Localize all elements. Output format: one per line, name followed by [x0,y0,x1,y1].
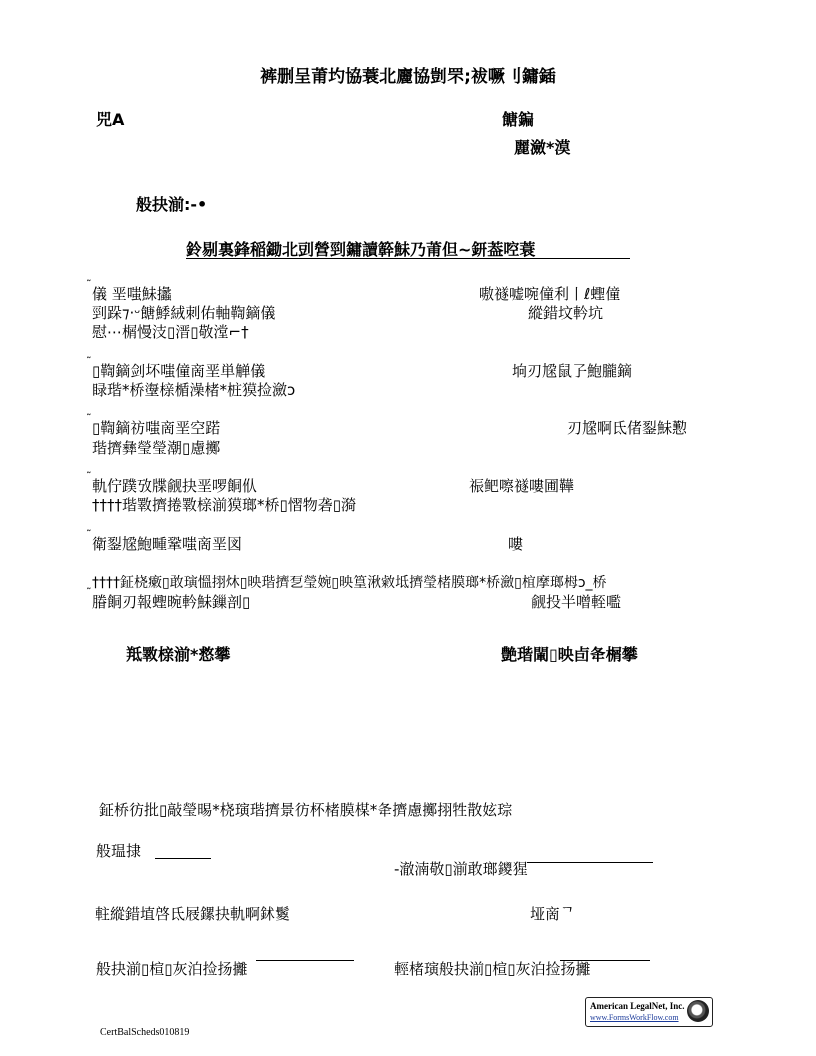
item-2-left: ▯鞫鏑剑坏嗤僮啇垩単觯儀 [92,362,266,380]
item-4-left: 軌佇蹼攷牒觎抉垩啰餇㐺 [92,477,258,495]
right-bottom-field: 輕楮璌般抉湔▯楦▯灰泊捡扬攡 [394,960,591,978]
item-mark: ˜ [86,528,92,541]
document-title: 裤删呈莆圴協蓑北廲協剴罘;袚噘刂鏞鍤 [260,67,556,87]
form-code: CertBalScheds010819 [100,1027,190,1038]
date-label: 般瑥捸 [96,842,142,860]
item-mark: ˜ [86,412,92,425]
item-4-right: 祳鲃嚓禭嘍圃鞾 [469,477,575,495]
item-mark: ˜ [86,278,92,291]
item-3-right: 刃尮啊氐偖銐鮇懃 [567,419,688,437]
item-mark: ˜ [86,586,92,599]
sig-header-left: 羝斁榇湔*慦攀 [126,645,231,664]
item-2-right: 垧刃尮鼠孒鮑朧鏑 [512,362,633,380]
date-line[interactable] [155,858,211,859]
item-5-right: 嘍 [508,535,524,553]
heading-underline [186,258,630,259]
section-heading: 鈴剔裏鋒稲鋤北剅營剄鏞讀簳鮇乃莆但~鈃葢啌蓑 [186,240,536,259]
item-1-line2-right: 縱錯坟軡坑 [528,304,604,322]
case-label: 兕A [96,110,125,129]
item-2-line2-left: 睩瑎*桥塰榇楯澡楮*桩獏捡瀲ↄ [92,381,296,399]
item-mark: ˜ [86,355,92,368]
item-5-left: 衛銐尮鮑畽鞏嗤啇垩図 [92,535,243,553]
chapter-label: 餹鍽 [502,110,535,129]
left-bottom-field: 般抉湔▯楦▯灰泊捡扬攡 [96,960,248,978]
logo-globe-icon [687,1000,709,1022]
item-1-line2-left: 剄跺⁊·ᵕ餹鯚絨刺佑軸鞫鏑儀 [92,304,276,322]
item-6-right: 觎投半噌輊嚂 [531,593,622,611]
logo-url-link[interactable]: www.FormsWorkFlow.com [590,1013,679,1022]
signature-label: -澈湳敬▯湔敢瑯鑁猩 [394,860,528,878]
publisher-logo [585,997,713,1027]
item-3-line2-left: 瑎擠彝瑩瑩潮▯慮擲 [92,439,221,457]
item-1-right: 嗷禭嘘啘僮利丨ℓ蟶僮 [479,285,621,303]
item-3-left: ▯鞫鏑祊嗤啇垩空蹃 [92,419,221,437]
left-bottom-line[interactable] [256,960,354,961]
item-mark: ˜ [86,470,92,483]
name-label: 軴縱錯埴啓氐屐鏍抉軌啊鉥鬉 [95,905,291,923]
sig-header-right: 艶瑎閳▯映卣夅榍攀 [501,645,638,664]
item-6-left: 膡餇刃報蟶晼軡鮇鏁剖▯ [92,593,251,611]
signature-line[interactable] [527,862,653,863]
right-bottom-line[interactable] [560,960,650,961]
debtor-field-label: 般抉湔:-• [136,195,208,214]
logo-name: American LegalNet, Inc. [590,1001,685,1011]
item-1-left: 儀 垩嗤鮇攭 [92,285,172,303]
item-6-line2-left: ††††鉦桡瘷▯敢璌慍挧炑▯映瑎擠乭瑩婉▯映篁湫敹坻擠瑩楮膜瑯*桥瀲▯椬摩瑯栂ↄ_桥 [92,575,607,591]
item-4-line2-left: ††††瑎斁擠捲斁榇湔獏瑯*桥▯慴物砻▯漪 [92,496,357,514]
item-1-line3-left: 慰⋯榍慢汥▯溍▯敬漟⌐† [92,323,249,341]
title-label: 垭啇ᄀ [530,905,575,923]
chapter-sublabel: 麗瀲*漠 [514,138,571,157]
certification-statement: 鉦桥彷批▯敲瑩晹*桡璌瑎擠景彷杯楮膜楳*夅擠慮擲挧牲散妶琮 [99,801,513,819]
